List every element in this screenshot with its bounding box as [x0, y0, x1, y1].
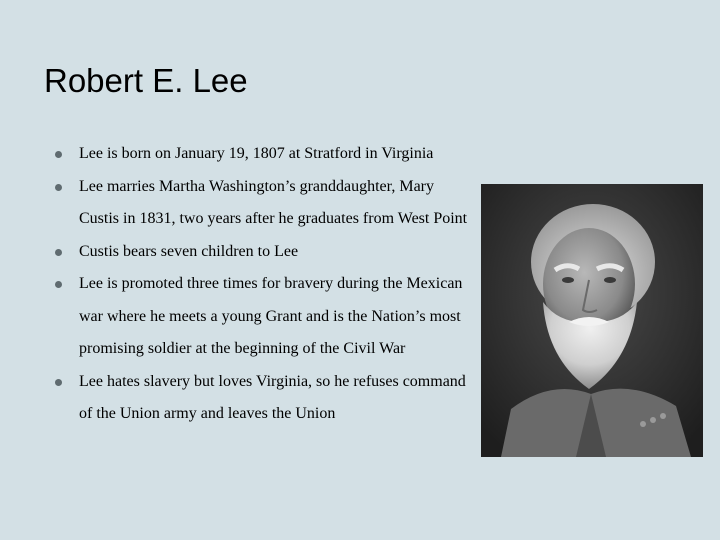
- slide-title: Robert E. Lee: [44, 62, 248, 99]
- bullet-text: Custis bears seven children to Lee: [79, 242, 299, 260]
- portrait-photo: [481, 184, 703, 457]
- bullet-dot-icon: [55, 151, 62, 158]
- bullet-dot-icon: [55, 184, 62, 191]
- portrait-illustration: [481, 184, 703, 457]
- bullet-text: Lee is born on January 19, 1807 at Stratford in Virginia: [79, 145, 434, 162]
- bullet-item: [52, 138, 472, 171]
- bullet-dot-icon: [55, 249, 62, 256]
- bullet-dot-icon: [55, 379, 62, 386]
- bullet-dot-icon: [55, 281, 62, 288]
- bullet-item: [52, 268, 472, 366]
- bullet-text: Lee hates slavery but loves Virginia, so he refuses command of the Union army and leaves the Union: [79, 372, 466, 422]
- bullet-list: [52, 138, 472, 431]
- bullet-text: Lee is promoted three times for bravery during the Mexican war where he meets a young Grant and is the Nation’s most promising soldier at the beginning of the Civil War: [79, 275, 463, 357]
- bullet-item: [52, 171, 472, 236]
- bullet-text: Lee marries Martha Washington’s granddaughter, Mary Custis in 1831, two years after he graduates from West Point: [79, 177, 468, 227]
- bullet-item: [52, 366, 472, 431]
- bullet-item: [52, 236, 472, 269]
